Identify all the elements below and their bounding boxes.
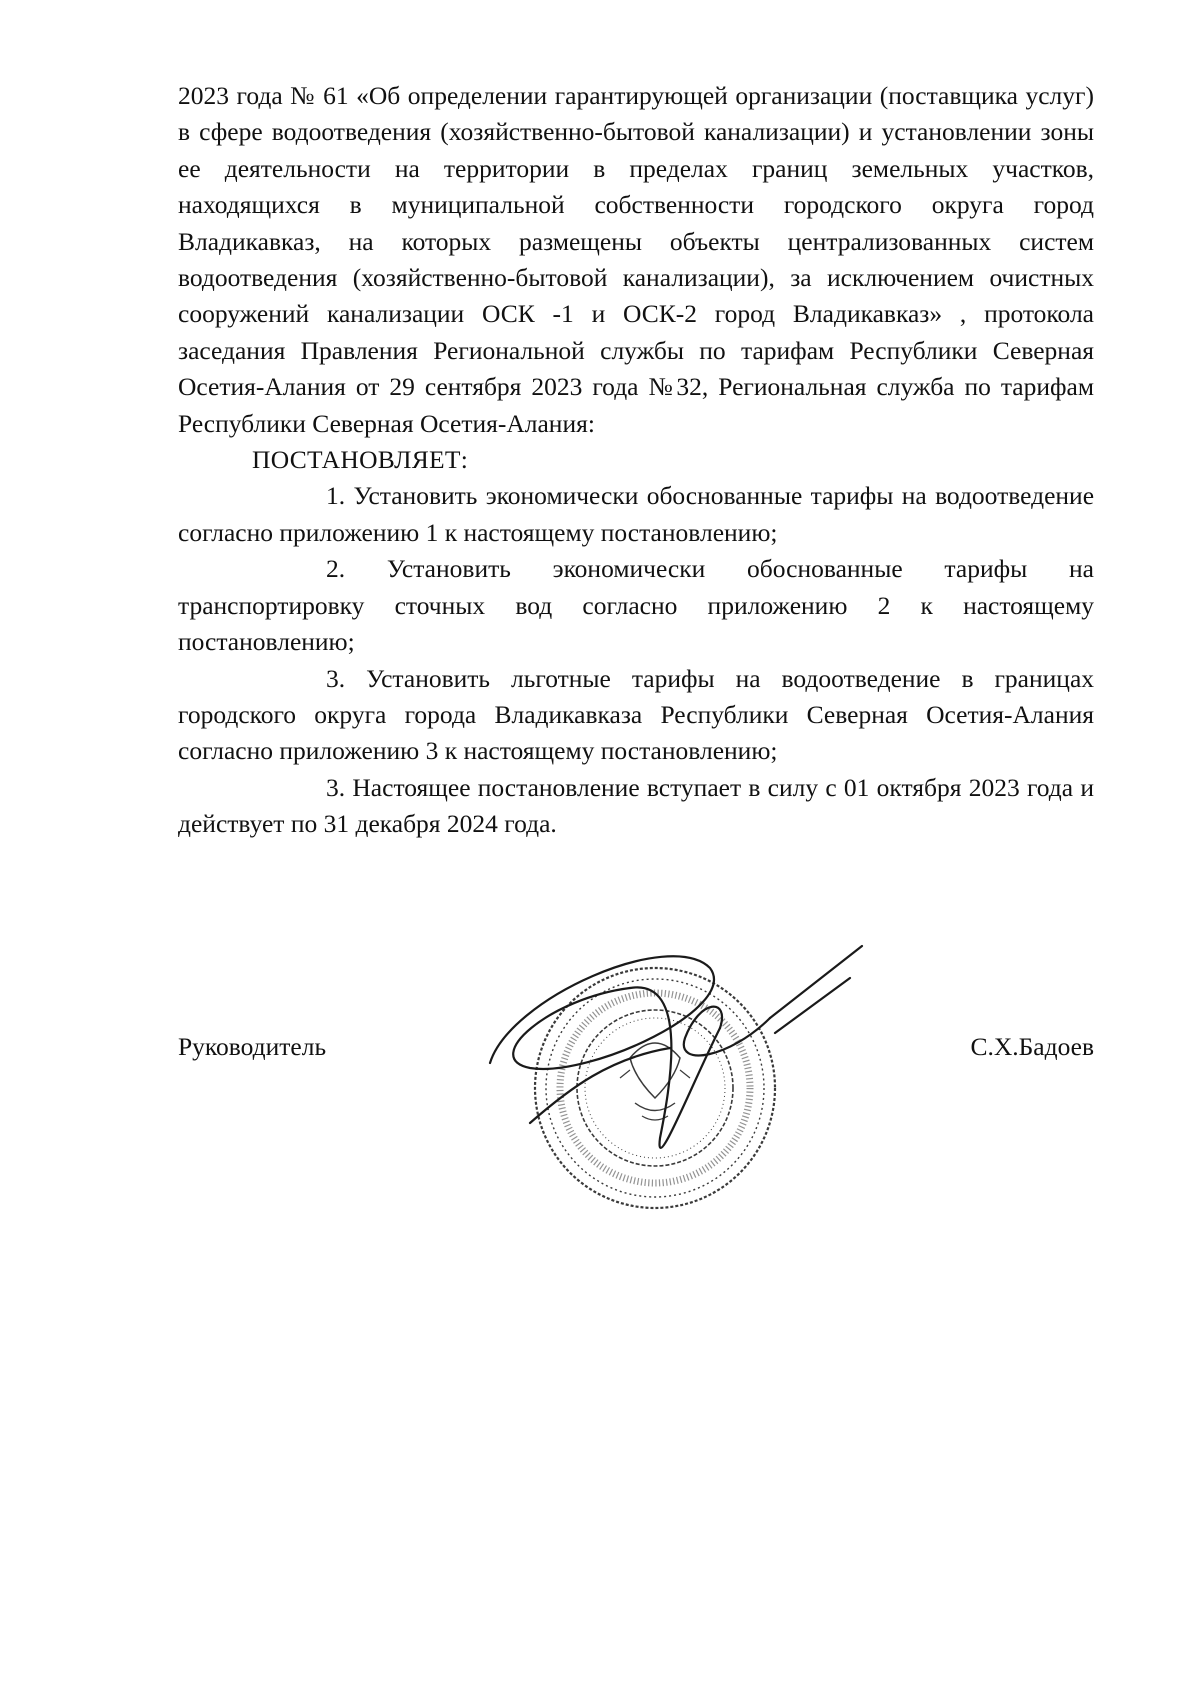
item-text: Настоящее постановление вступает в силу с 01 октября 2023 года и действует по 31 декабря 2024 года. [178, 772, 1094, 839]
list-item [178, 478, 1094, 551]
item-text: Установить льготные тарифы на водоотведение в границах городского округа города Владикавказа Республики Северная Осетия-Алания согласно приложению 3 к настоящему постановлению; [178, 663, 1095, 766]
signer-name: С.Х.Бадоев [970, 1032, 1094, 1061]
seal-icon [470, 938, 890, 1228]
seal-and-signature [470, 938, 890, 1228]
item-text: Установить экономически обоснованные тарифы на водоотведение согласно приложению 1 к настоящему постановлению; [178, 481, 1095, 547]
signature-row [178, 1032, 1094, 1072]
item-number: 3. [326, 663, 346, 693]
item-number: 1. [326, 481, 346, 511]
item-number: 3. [326, 772, 346, 802]
item-number: 2. [326, 554, 346, 584]
signer-title: Руководитель [178, 1032, 327, 1061]
resolves-heading: ПОСТАНОВЛЯЕТ: [252, 445, 469, 475]
list-item [178, 551, 1094, 660]
intro-paragraph: 2023 года № 61 «Об определении гарантирующей организации (поставщика услуг) в сфере водоотведения (хозяйственно-бытовой канализации) и установлении зоны ее деятельности на территории в пределах границ земельных участков, находящихся в муниципальной собственности городского округа город Владикавказ, на которых размещены объекты централизованных систем водоотведения (хозяйственно-бытовой канализации), за исключением очистных сооружений канализации ОСК -1 и ОСК-2 город Владикавказ» , протокола заседания Правления Региональной службы по тарифам Республики Северная Осетия-Алания от 29 сентября 2023 года №32, Региональная служба по тарифам Республики Северная Осетия-Алания: [178, 81, 1094, 438]
item-text: Установить экономически обоснованные тарифы на транспортировку сточных вод согласно приложению 2 к настоящему постановлению; [178, 554, 1095, 657]
list-item [178, 770, 1094, 843]
list-item [178, 661, 1094, 770]
document-body [178, 78, 1094, 843]
